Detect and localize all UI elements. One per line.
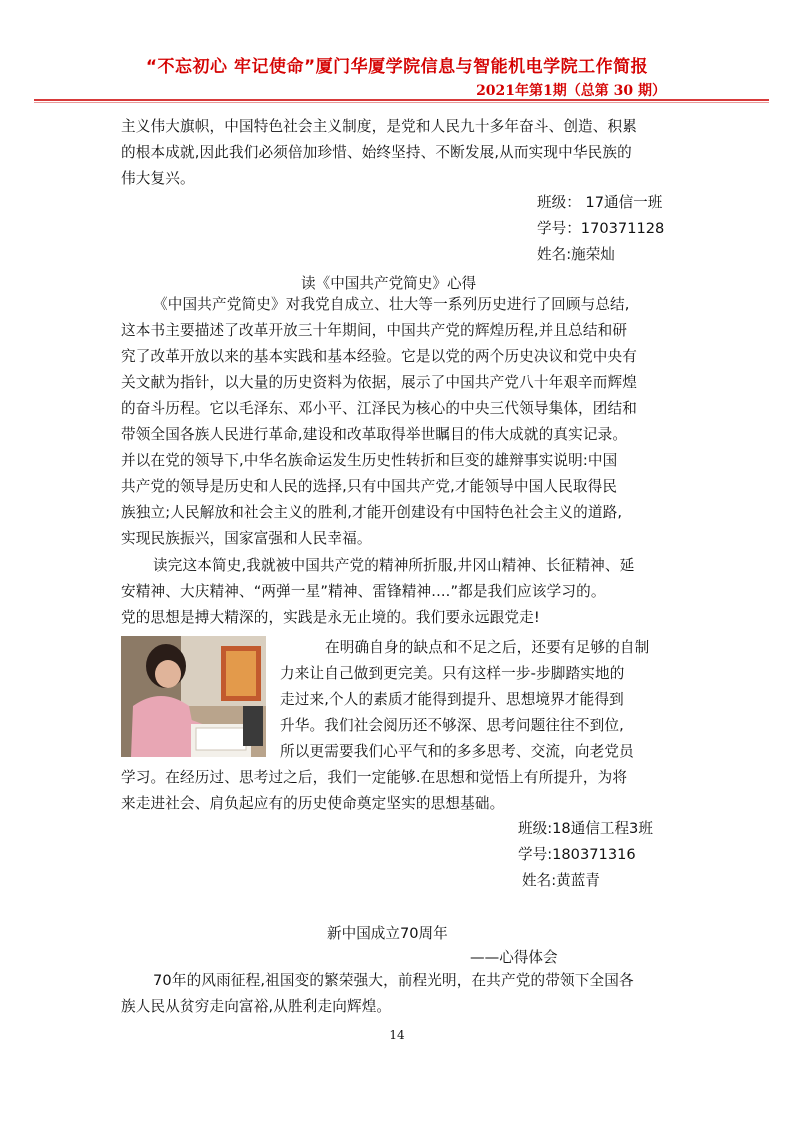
- signature-name: 姓名:黄蓝青: [522, 872, 600, 889]
- article-subtitle: ——心得体会: [470, 949, 558, 966]
- body-line: 的根本成就,因此我们必须倍加珍惜、始终坚持、不断发展,从而实现中华民族的: [121, 144, 632, 161]
- body-line: 族人民从贫穷走向富裕,从胜利走向辉煌。: [121, 998, 392, 1015]
- signature-name: 姓名:施荣灿: [537, 246, 615, 263]
- body-line: 70年的风雨征程,祖国变的繁荣强大，前程光明，在共产党的带领下全国各: [153, 972, 634, 989]
- body-line: 所以更需要我们心平气和的多多思考、交流，向老党员: [280, 743, 634, 760]
- bulletin-title: “不忘初心 牢记使命”厦门华厦学院信息与智能机电学院工作简报: [145, 57, 649, 77]
- page-number: 14: [389, 1028, 405, 1042]
- body-line: 的奋斗历程。它以毛泽东、邓小平、江泽民为核心的中央三代领导集体，团结和: [121, 400, 638, 417]
- body-line: 在明确自身的缺点和不足之后，还要有足够的自制: [325, 639, 650, 656]
- body-line: 伟大复兴。: [121, 170, 195, 187]
- body-line: 来走进社会、肩负起应有的历史使命奠定坚实的思想基础。: [121, 795, 505, 812]
- body-line: 读完这本简史,我就被中国共产党的精神所折服,井冈山精神、长征精神、延: [153, 557, 635, 574]
- body-line: 并以在党的领导下,中华名族命运发生历史性转折和巨变的雄辩事实说明:中国: [121, 452, 618, 469]
- body-line: 实现民族振兴，国家富强和人民幸福。: [121, 530, 372, 547]
- signature-class: 班级:18通信工程3班: [518, 820, 653, 837]
- body-line: 主义伟大旗帜，中国特色社会主义制度，是党和人民九十多年奋斗、创造、积累: [121, 118, 638, 135]
- body-line: 这本书主要描述了改革开放三十年期间，中国共产党的辉煌历程,并且总结和研: [121, 322, 628, 339]
- body-line: 力来让自己做到更完美。只有这样一步-步脚踏实地的: [280, 665, 625, 682]
- article-title: 读《中国共产党简史》心得: [301, 275, 477, 292]
- body-line: 学习。在经历过、思考过之后，我们一定能够.在思想和觉悟上有所提升，为将: [121, 769, 628, 786]
- issue-number: 2021年第1期（总第 30 期）: [476, 83, 666, 99]
- body-line: 族独立;人民解放和社会主义的胜利,才能开创建设有中国特色社会主义的道路,: [121, 504, 623, 521]
- photo-student-reading: [121, 636, 266, 757]
- body-line: 党的思想是搏大精深的，实践是永无止境的。我们要永远跟党走!: [121, 609, 540, 626]
- signature-class: 班级： 17通信一班: [537, 194, 663, 211]
- header-divider: [34, 99, 769, 101]
- body-line: 升华。我们社会阅历还不够深、思考问题往往不到位,: [280, 717, 624, 734]
- body-line: 《中国共产党简史》对我党自成立、壮大等一系列历史进行了回顾与总结,: [153, 296, 630, 313]
- body-line: 带领全国各族人民进行革命,建设和改革取得举世瞩目的伟大成就的真实记录。: [121, 426, 628, 443]
- header-divider-thin: [34, 102, 769, 103]
- body-line: 走过来,个人的素质才能得到提升、思想境界才能得到: [280, 691, 624, 708]
- signature-student-id: 学号：170371128: [537, 220, 665, 237]
- body-line: 关文献为指针，以大量的历史资料为依据，展示了中国共产党八十年艰辛而辉煌: [121, 374, 638, 391]
- article-title: 新中国成立70周年: [327, 925, 448, 942]
- signature-student-id: 学号:180371316: [518, 846, 636, 863]
- body-line: 共产党的领导是历史和人民的选择,只有中国共产党,才能领导中国人民取得民: [121, 478, 618, 495]
- body-line: 究了改革开放以来的基本实践和基本经验。它是以党的两个历史决议和党中央有: [121, 348, 638, 365]
- body-line: 安精神、大庆精神、“两弹一星”精神、雷锋精神....”都是我们应该学习的。: [121, 583, 606, 600]
